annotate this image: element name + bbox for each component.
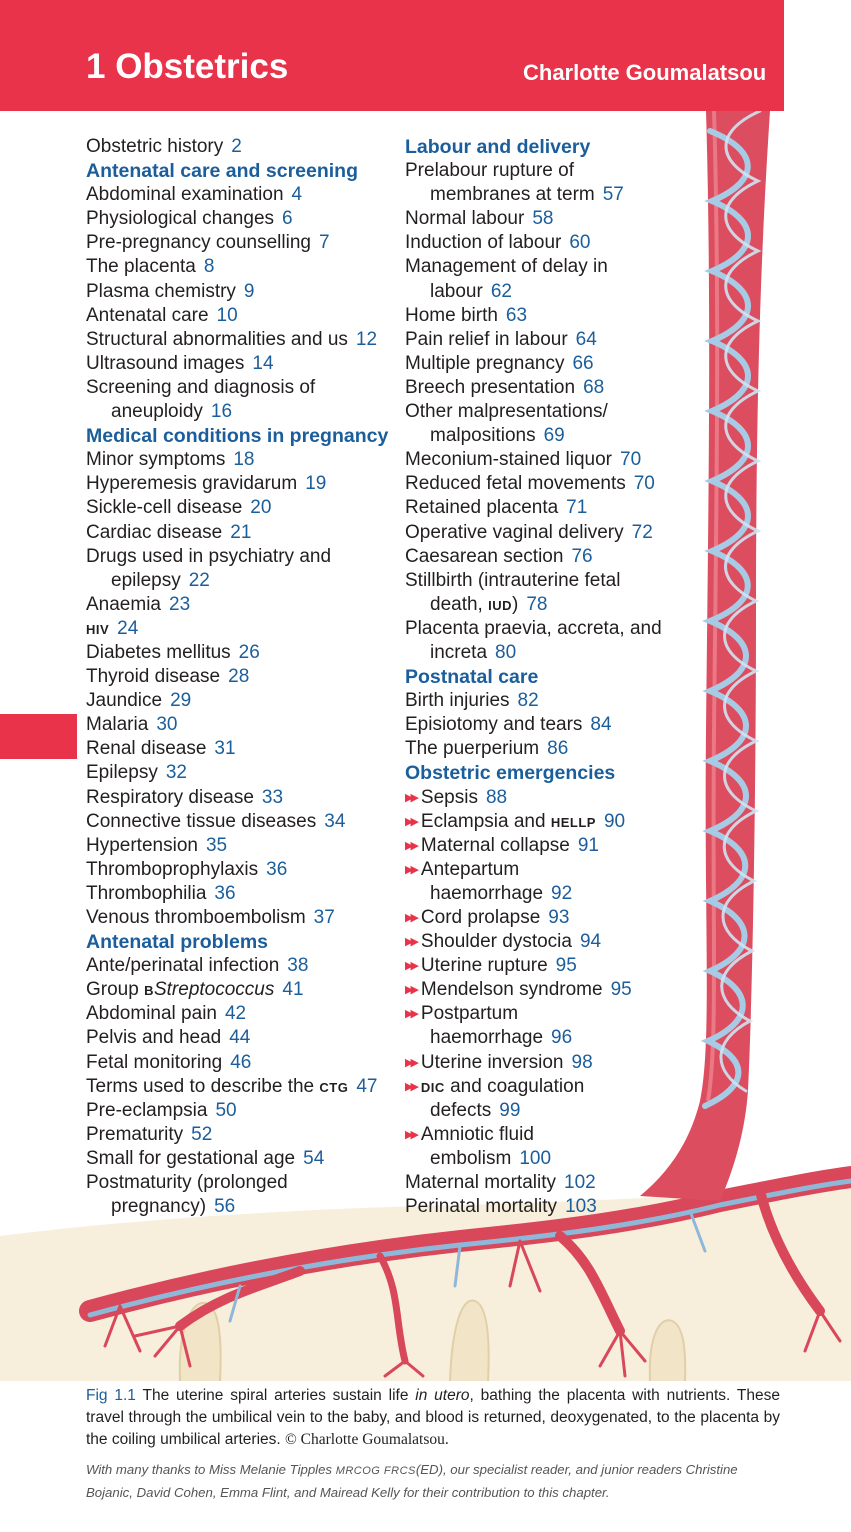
toc-entry-title: haemorrhage [430, 882, 544, 904]
toc-entry [86, 569, 394, 593]
toc-entry [405, 328, 685, 352]
toc-entry-title: Maternal collapse [420, 834, 570, 856]
toc-entry [405, 858, 685, 882]
toc-entry [405, 713, 685, 737]
toc-section-heading [86, 159, 394, 183]
toc-entry [86, 858, 394, 882]
toc-entry [405, 930, 685, 954]
toc-entry [86, 978, 394, 1002]
toc-entry [86, 617, 394, 641]
toc-entry-title: Placenta praevia, accreta, and [405, 617, 662, 639]
caption-italic: in utero [415, 1387, 470, 1404]
emergency-arrows-icon: ▶▶ [405, 984, 416, 997]
toc-entry-title: Medical conditions in pregnancy [86, 425, 389, 448]
toc-entry [86, 255, 394, 279]
toc-entry-title: Renal disease [86, 738, 207, 760]
toc-entry-title: Sepsis [420, 786, 478, 808]
toc-entry-title: Hypertension [86, 834, 198, 856]
toc-entry [405, 954, 685, 978]
toc-entry [86, 1026, 394, 1050]
toc-entry-title: Pelvis and head [86, 1027, 222, 1049]
toc-entry [405, 1123, 685, 1147]
toc-entry [86, 1051, 394, 1075]
toc-entry-title: Venous thromboembolism [86, 907, 306, 928]
toc-entry [405, 906, 685, 930]
toc-entry [405, 786, 685, 810]
toc-entry-title: Antenatal problems [86, 931, 269, 954]
toc-page-number: 44 [229, 1027, 251, 1049]
toc-page-number: 36 [214, 882, 236, 904]
thanks-text-2: (ED), our specialist reader, and junior readers Christine Bojanic, David Cohen, Emma Flint, and Mairead Kelly for their contribution to this chapter. [86, 1462, 738, 1500]
emergency-arrows-icon: ▶▶ [405, 863, 416, 876]
toc-entry [405, 737, 685, 761]
caption-text: The uterine spiral arteries sustain life [135, 1387, 416, 1404]
toc-page-number: 38 [287, 955, 309, 977]
toc-left-column [86, 135, 394, 1219]
toc-page-number: 91 [577, 834, 599, 856]
toc-page-number: 50 [215, 1099, 237, 1121]
toc-page-number: 58 [532, 208, 554, 230]
toc-entry-title: Physiological changes [86, 208, 275, 230]
toc-entry [405, 882, 685, 906]
toc-entry [405, 521, 685, 545]
toc-page-number: 41 [282, 979, 304, 1001]
toc-entry-title: pregnancy) [111, 1196, 207, 1218]
emergency-arrows-icon: ▶▶ [405, 936, 416, 949]
toc-page-number: 22 [188, 569, 210, 591]
toc-entry [405, 834, 685, 858]
toc-entry-title: Small for gestational age [86, 1147, 296, 1169]
toc-entry [86, 231, 394, 255]
toc-page-number: 71 [566, 497, 588, 519]
toc-page-number: 72 [631, 521, 653, 543]
toc-entry [405, 400, 685, 424]
toc-entry-title: Pre-eclampsia [86, 1099, 208, 1121]
toc-page-number: 34 [324, 810, 346, 832]
toc-entry-title: Minor symptoms [86, 449, 226, 471]
acknowledgements [86, 1459, 782, 1503]
toc-entry-title: Drugs used in psychiatry and [86, 545, 332, 567]
toc-page-number: 99 [499, 1099, 521, 1121]
toc-entry-title: Obstetric emergencies [405, 762, 616, 785]
caption-credit: © Charlotte Goumalatsou. [285, 1431, 449, 1448]
toc-entry-title: aneuploidy [111, 401, 203, 423]
toc-entry-title: Management of delay in [405, 256, 608, 278]
toc-entry [86, 448, 394, 472]
toc-entry-title: haemorrhage [430, 1027, 544, 1049]
toc-entry-title: Thrombophilia [86, 882, 207, 904]
toc-page-number: 88 [485, 786, 508, 808]
toc-entry-title: Respiratory disease [86, 786, 254, 808]
figure-caption [86, 1385, 780, 1451]
toc-entry-title: Postnatal care [405, 666, 539, 689]
toc-page-number: 102 [564, 1172, 596, 1194]
toc-entry [405, 1002, 685, 1026]
toc-entry-title: Ante/perinatal infection [86, 955, 280, 977]
toc-page-number: 20 [250, 497, 272, 519]
toc-page-number: 30 [156, 714, 178, 736]
toc-entry-title: Episiotomy and tears [405, 714, 583, 736]
toc-entry [405, 304, 685, 328]
toc-page-number: 57 [602, 184, 624, 206]
toc-entry [405, 496, 685, 520]
toc-page-number: 66 [572, 352, 594, 374]
toc-page-number: 21 [230, 521, 252, 543]
toc-entry [86, 761, 394, 785]
toc-entry [405, 1195, 685, 1219]
toc-entry-title: Amniotic fluid [420, 1123, 534, 1145]
toc-entry-title: Caesarean section [405, 545, 564, 567]
toc-entry-title: Prelabour rupture of [405, 160, 574, 182]
toc-page-number: 10 [216, 304, 238, 326]
toc-entry [86, 593, 394, 617]
toc-entry-title: Postmaturity (prolonged [86, 1172, 288, 1194]
toc-page-number: 95 [610, 979, 632, 1001]
toc-page-number: 18 [233, 449, 255, 471]
toc-page-number: 93 [548, 907, 570, 928]
toc-page-number: 78 [526, 593, 548, 615]
toc-entry [86, 1075, 394, 1099]
figure-label: Fig 1.1 [86, 1387, 136, 1404]
toc-entry [405, 231, 685, 255]
toc-page-number: 95 [555, 955, 577, 977]
toc-right-column [405, 135, 685, 1219]
toc-page-number: 68 [583, 376, 605, 398]
toc-page-number: 70 [633, 473, 655, 495]
toc-page-number: 6 [282, 208, 293, 230]
toc-entry-title: Other malpresentations/ [405, 401, 608, 423]
toc-entry-suffix: ) [512, 593, 519, 615]
toc-section-heading [405, 761, 685, 785]
toc-entry [86, 328, 394, 352]
toc-entry-abbrev: DIC [420, 1079, 445, 1095]
toc-section-heading [86, 930, 394, 954]
emergency-arrows-icon: ▶▶ [405, 815, 416, 828]
toc-page-number: 23 [169, 593, 191, 615]
toc-entry-title: Operative vaginal delivery [405, 521, 624, 543]
toc-entry [405, 183, 685, 207]
toc-section-heading [86, 424, 394, 448]
caption-text-2: , bathing the placenta with nutrients. These travel through the umbilical vein to the baby, and blood is returned, deoxygenated, to the placenta by the coiling umbilical arteries. [86, 1387, 780, 1448]
toc-entry [405, 810, 685, 834]
toc-entry-title: Connective tissue diseases [86, 810, 317, 832]
toc-entry-abbrev: HIV [86, 621, 110, 637]
toc-entry-title: Obstetric history [86, 136, 224, 157]
toc-entry-title: Maternal mortality [405, 1172, 556, 1194]
toc-page-number: 80 [495, 641, 517, 663]
toc-page-number: 29 [170, 690, 192, 712]
toc-entry [405, 207, 685, 231]
toc-entry-title: Normal labour [405, 208, 525, 230]
toc-entry-title: Hyperemesis gravidarum [86, 473, 298, 495]
toc-page-number: 19 [305, 473, 327, 495]
toc-page-number: 47 [356, 1075, 378, 1097]
toc-entry-title: Jaundice [86, 690, 163, 712]
emergency-arrows-icon: ▶▶ [405, 791, 416, 804]
toc-entry [86, 713, 394, 737]
toc-page-number: 82 [517, 690, 539, 712]
toc-entry [86, 906, 394, 930]
toc-entry [86, 1147, 394, 1171]
toc-entry-abbrev: HELLP [550, 814, 596, 830]
toc-entry-italic: Streptococcus [153, 979, 275, 1001]
toc-page-number: 16 [210, 401, 233, 423]
toc-entry-title: Mendelson syndrome [420, 979, 603, 1001]
toc-entry-title: Cord prolapse [420, 907, 541, 928]
toc-entry-title: Retained placenta [405, 497, 559, 519]
toc-entry-title: Uterine rupture [420, 955, 548, 977]
toc-entry [405, 593, 685, 617]
toc-entry-title: Group [86, 979, 145, 1001]
toc-page-number: 54 [303, 1147, 325, 1169]
emergency-arrows-icon: ▶▶ [405, 1008, 416, 1021]
toc-entry [405, 1051, 685, 1075]
toc-page-number: 12 [355, 328, 378, 350]
toc-entry-title: Diabetes mellitus [86, 641, 231, 663]
toc-entry-abbrev: B [144, 983, 154, 999]
toc-entry-title: Stillbirth (intrauterine fetal [405, 569, 621, 591]
toc-page-number: 86 [547, 738, 569, 760]
toc-entry [405, 545, 685, 569]
toc-entry-title: Perinatal mortality [405, 1196, 558, 1218]
toc-entry-title: Abdominal examination [86, 184, 284, 206]
toc-section-heading [405, 665, 685, 689]
chapter-title: 1 Obstetrics [86, 47, 289, 86]
toc-entry-title: Reduced fetal movements [405, 473, 626, 495]
toc-entry-title: Home birth [405, 304, 498, 326]
toc-page-number: 33 [261, 786, 284, 808]
toc-entry-title: Ultrasound images [86, 352, 245, 374]
toc-entry [405, 617, 685, 641]
toc-page-number: 62 [490, 280, 512, 302]
toc-entry-title: Sickle-cell disease [86, 497, 243, 519]
chapter-author: Charlotte Goumalatsou [523, 60, 767, 85]
toc-entry [86, 545, 394, 569]
toc-entry-title: Antepartum [420, 858, 520, 880]
toc-entry-title: increta [430, 641, 488, 663]
toc-page-number: 35 [205, 834, 228, 856]
toc-entry [405, 376, 685, 400]
toc-page-number: 8 [203, 256, 215, 278]
toc-page-number: 32 [165, 762, 187, 784]
toc-entry-title: death, [430, 593, 489, 615]
toc-page-number: 60 [569, 232, 591, 254]
toc-entry [405, 280, 685, 304]
toc-section-heading [405, 135, 685, 159]
toc-entry-title: Prematurity [86, 1123, 184, 1145]
toc-entry [405, 1026, 685, 1050]
toc-entry [86, 810, 394, 834]
toc-entry [405, 424, 685, 448]
toc-page-number: 14 [252, 352, 274, 374]
toc-page-number: 26 [238, 641, 260, 663]
thanks-smallcaps: MRCOG FRCS [335, 1465, 416, 1477]
emergency-arrows-icon: ▶▶ [405, 960, 416, 973]
toc-entry [86, 400, 394, 424]
toc-entry [86, 1171, 394, 1195]
toc-page-number: 63 [505, 304, 528, 326]
toc-entry-title: Uterine inversion [420, 1051, 564, 1073]
emergency-arrows-icon: ▶▶ [405, 839, 416, 852]
toc-entry-title: The puerperium [405, 738, 540, 760]
emergency-arrows-icon: ▶▶ [405, 1080, 416, 1093]
toc-page-number: 52 [191, 1123, 213, 1145]
toc-entry [86, 737, 394, 761]
toc-entry-title: Abdominal pain [86, 1003, 217, 1025]
toc-entry-abbrev: IUD [488, 597, 512, 613]
toc-entry-title: defects [430, 1099, 492, 1121]
emergency-arrows-icon: ▶▶ [405, 1056, 416, 1069]
toc-page-number: 94 [579, 931, 602, 953]
toc-entry-title: membranes at term [430, 184, 595, 206]
toc-page-number: 100 [519, 1147, 552, 1169]
chapter-header [0, 0, 784, 111]
toc-entry-title: Pre-pregnancy counselling [86, 232, 311, 254]
toc-entry-title: Breech presentation [405, 376, 576, 398]
toc-entry [405, 255, 685, 279]
toc-page-number: 76 [571, 545, 593, 567]
toc-page-number: 46 [230, 1051, 252, 1073]
toc-entry-title: Malaria [86, 714, 149, 736]
toc-page-number: 90 [603, 810, 626, 832]
toc-page-number: 9 [243, 280, 255, 302]
toc-page-number: 98 [571, 1051, 593, 1073]
toc-entry-title: The placenta [86, 256, 196, 278]
toc-entry [86, 376, 394, 400]
toc-entry [405, 1075, 685, 1099]
toc-entry [86, 183, 394, 207]
toc-entry [405, 352, 685, 376]
toc-entry [405, 1099, 685, 1123]
toc-entry [86, 472, 394, 496]
toc-entry-title: Thyroid disease [86, 666, 221, 688]
toc-page-number: 92 [551, 882, 573, 904]
toc-entry [86, 280, 394, 304]
toc-entry [86, 665, 394, 689]
toc-entry-suffix: and coagulation [444, 1075, 585, 1097]
toc-entry [86, 1099, 394, 1123]
toc-page-number: 37 [313, 907, 335, 928]
toc-page-number: 96 [551, 1027, 573, 1049]
toc-entry [405, 978, 685, 1002]
toc-entry [405, 641, 685, 665]
toc-entry [86, 834, 394, 858]
toc-entry-title: epilepsy [111, 569, 181, 591]
toc-entry [86, 207, 394, 231]
toc-entry [86, 135, 394, 159]
toc-page-number: 56 [214, 1196, 236, 1218]
toc-entry [86, 304, 394, 328]
toc-page-number: 84 [590, 714, 612, 736]
toc-entry [405, 448, 685, 472]
thanks-text: With many thanks to Miss Melanie Tipples [86, 1462, 336, 1477]
toc-page-number: 70 [620, 449, 642, 471]
toc-page-number: 31 [214, 738, 236, 760]
toc-entry [86, 786, 394, 810]
toc-entry-title: Postpartum [420, 1003, 519, 1025]
toc-entry-title: malpositions [430, 425, 536, 447]
toc-entry [86, 521, 394, 545]
toc-entry-title: labour [430, 280, 483, 302]
toc-entry [86, 496, 394, 520]
toc-entry [405, 1171, 685, 1195]
toc-entry-title: Pain relief in labour [405, 328, 568, 350]
toc-page-number: 103 [565, 1196, 597, 1218]
toc-entry-title: Labour and delivery [405, 136, 591, 158]
toc-page-number: 7 [318, 232, 330, 254]
toc-page-number: 42 [224, 1003, 247, 1025]
toc-page-number: 64 [575, 328, 597, 350]
toc-entry-title: Eclampsia and [420, 810, 551, 832]
toc-entry [86, 1123, 394, 1147]
toc-page-number: 69 [543, 425, 565, 447]
toc-entry-title: Thromboprophylaxis [86, 858, 259, 880]
toc-entry-title: Anaemia [86, 593, 161, 615]
toc-entry [405, 1147, 685, 1171]
toc-page-number: 24 [117, 617, 139, 639]
toc-entry-title: Screening and diagnosis of [86, 376, 316, 398]
toc-page-number: 36 [266, 858, 288, 880]
toc-entry [86, 689, 394, 713]
toc-entry [405, 159, 685, 183]
toc-entry [86, 882, 394, 906]
toc-entry-title: Plasma chemistry [86, 280, 236, 302]
toc-entry [86, 1002, 394, 1026]
toc-entry [86, 641, 394, 665]
toc-entry [405, 569, 685, 593]
toc-entry-title: Antenatal care [86, 304, 209, 326]
toc-entry [405, 472, 685, 496]
toc-page-number: 28 [228, 666, 250, 688]
toc-entry-title: Structural abnormalities and us [86, 328, 348, 350]
toc-entry-title: Meconium-stained liquor [405, 449, 612, 471]
toc-entry-title: Induction of labour [405, 232, 562, 254]
emergency-arrows-icon: ▶▶ [405, 1128, 416, 1141]
toc-page-number: 4 [291, 184, 303, 206]
toc-entry-title: Terms used to describe the [86, 1075, 320, 1097]
toc-entry [86, 352, 394, 376]
toc-entry [86, 1195, 394, 1219]
toc-entry-title: Birth injuries [405, 690, 510, 712]
toc-entry-title: Fetal monitoring [86, 1051, 223, 1073]
toc-entry-title: Cardiac disease [86, 521, 223, 543]
toc-entry-abbrev: CTG [319, 1079, 349, 1095]
toc-entry [86, 954, 394, 978]
toc-entry-title: Multiple pregnancy [405, 352, 565, 374]
toc-entry-title: embolism [430, 1147, 512, 1169]
toc-entry-title: Epilepsy [86, 762, 158, 784]
toc-entry-title: Shoulder dystocia [420, 931, 572, 953]
emergency-arrows-icon: ▶▶ [405, 912, 416, 924]
toc-entry-title: Antenatal care and screening [86, 160, 359, 183]
toc-entry [405, 689, 685, 713]
toc-page-number: 2 [231, 136, 242, 157]
